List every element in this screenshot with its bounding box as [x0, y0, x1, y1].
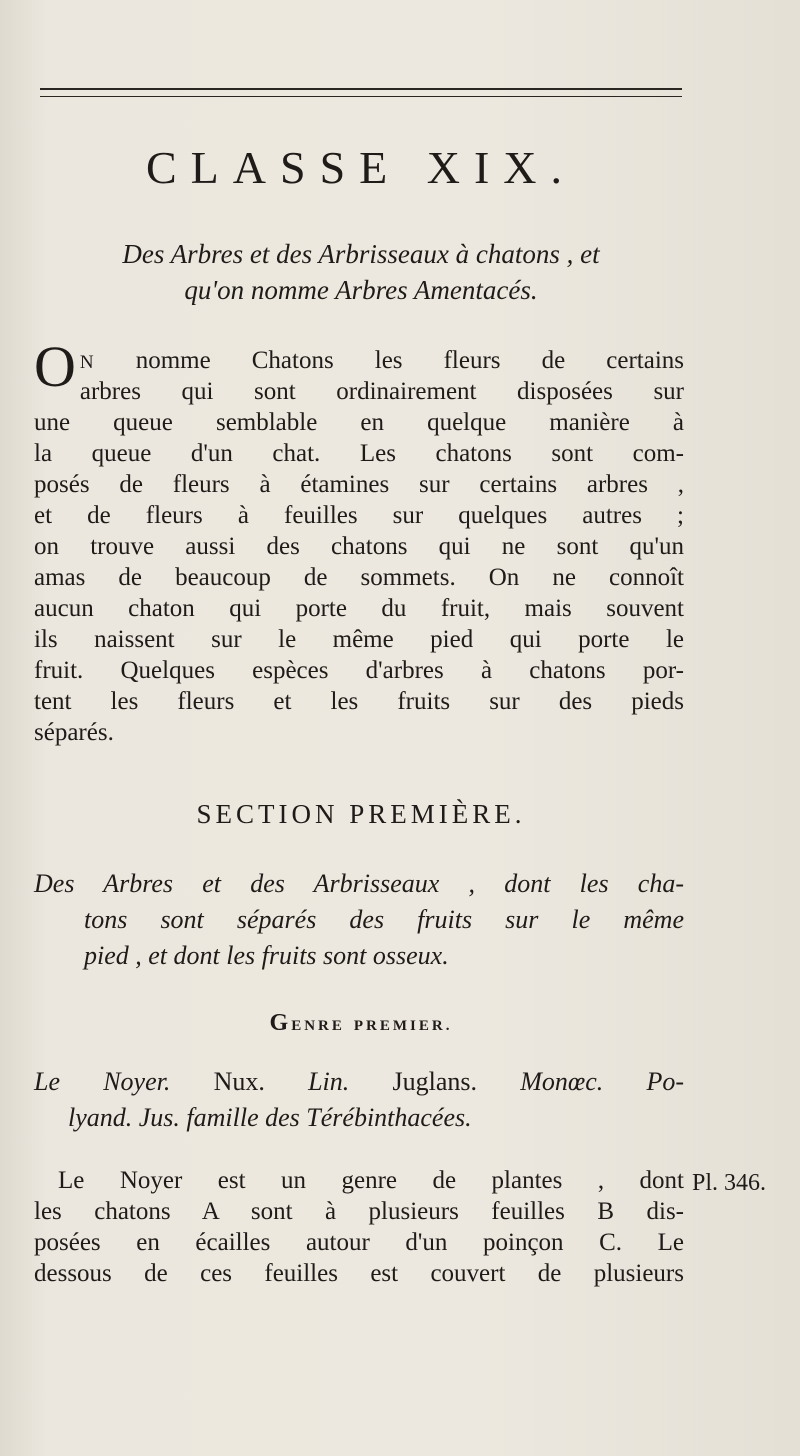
description-paragraph: [34, 1165, 684, 1289]
description-line: posées en écailles autour d'un poinçon C. Le: [34, 1229, 684, 1256]
classe-subtitle: [40, 236, 682, 308]
intro-line: fruit. Quelques espèces d'arbres à chatons por-: [34, 657, 684, 684]
intro-paragraph: [34, 334, 684, 748]
description-line: Le Noyer est un genre de plantes , dont: [58, 1167, 684, 1194]
intro-line: amas de beaucoup de sommets. On ne connoît: [34, 564, 684, 591]
subtitle-line-1: Des Arbres et des Arbrisseaux à chatons , et: [122, 239, 600, 269]
intro-line-1-text: nomme Chatons les fleurs de certains: [94, 347, 684, 374]
genus-line-2: lyand. Jus. famille des Térébinthacées.: [68, 1103, 472, 1132]
subtitle-line-2: qu'on nomme Arbres Amentacés.: [184, 275, 538, 305]
genus-lin: Lin.: [308, 1067, 350, 1096]
section-sub-line: pied , et dont les fruits sont osseux.: [84, 941, 449, 970]
plate-reference: Pl. 346.: [692, 1170, 767, 1196]
intro-line: aucun chaton qui porte du fruit, mais souvent: [34, 595, 684, 622]
intro-line: on trouve aussi des chatons qui ne sont qu'un: [34, 533, 684, 560]
classe-title: CLASSE XIX.: [145, 142, 577, 193]
header-rule-thin: [40, 96, 682, 97]
intro-line: tent les fleurs et les fruits sur des pieds: [34, 688, 684, 715]
genus-french-name: Le Noyer.: [34, 1067, 171, 1096]
section-title: SECTION PREMIÈRE.: [196, 799, 526, 829]
genus-juglans: Juglans.: [349, 1067, 521, 1096]
intro-line: la queue d'un chat. Les chatons sont com-: [34, 440, 684, 467]
intro-line: et de fleurs à feuilles sur quelques autres ;: [34, 502, 684, 529]
section-sub-line: tons sont séparés des fruits sur le même: [84, 905, 684, 934]
intro-first-word-rest: N: [79, 352, 95, 373]
intro-line: arbres qui sont ordinairement disposées sur: [79, 378, 684, 405]
genre-title: [40, 1008, 682, 1041]
genus-nux: Nux.: [170, 1067, 309, 1096]
intro-line: séparés.: [34, 719, 114, 746]
genus-monoec: Monœc. Po-: [520, 1067, 684, 1096]
section-sub-line: Des Arbres et des Arbrisseaux , dont les cha-: [34, 869, 684, 898]
description-line: les chatons A sont à plusieurs feuilles B dis-: [34, 1198, 684, 1225]
header-rule-thick: [40, 88, 682, 90]
drop-cap: O: [34, 334, 76, 399]
genre-word-2: PREMIER.: [353, 1018, 453, 1034]
section-subtitle: [34, 866, 684, 974]
intro-line: ils naissent sur le même pied qui porte le: [34, 626, 684, 653]
genus-heading: [34, 1064, 684, 1136]
genre-initial: G: [269, 1010, 292, 1036]
genre-word-1-rest: ENRE: [291, 1018, 345, 1034]
intro-line: posés de fleurs à étamines sur certains arbres ,: [34, 471, 684, 498]
genus-line-1: [34, 1064, 684, 1100]
intro-line: une queue semblable en quelque manière à: [34, 409, 684, 436]
description-line: dessous de ces feuilles est couvert de plusieurs: [34, 1260, 684, 1287]
